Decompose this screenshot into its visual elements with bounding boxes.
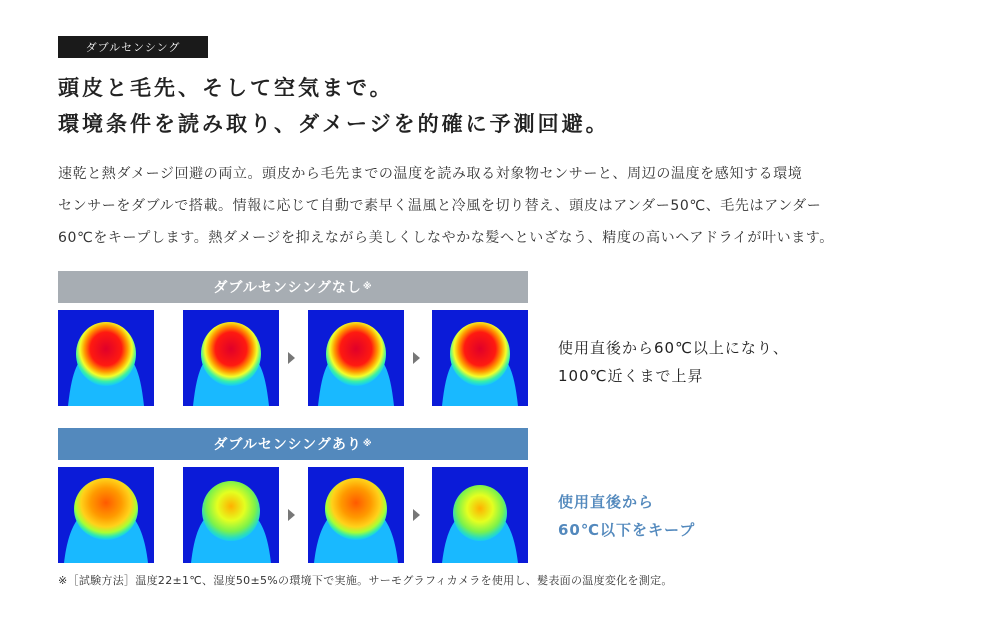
- thermal-image-without-4: [432, 310, 528, 406]
- headline-line-2: 環境条件を読み取り、ダメージを的確に予測回避。: [58, 112, 610, 136]
- description-line-2: センサーをダブルで搭載。情報に応じて自動で素早く温風と冷風を切り替え、頭皮はアンダー50℃、毛先はアンダー: [58, 198, 822, 214]
- without-sensing-result: [558, 334, 789, 390]
- thermal-image-with-2: [183, 467, 279, 563]
- without-sensing-mark: ※: [362, 282, 373, 292]
- arrow-right-icon: [413, 352, 420, 364]
- thermal-image-without-2: [183, 310, 279, 406]
- without-result-line-2: 100℃近くまで上昇: [558, 367, 704, 385]
- description: [58, 158, 948, 254]
- with-sensing-images: [58, 467, 528, 563]
- headline-line-1: 頭皮と毛先、そして空気まで。: [58, 76, 394, 100]
- thermal-image-with-1: [58, 467, 154, 563]
- without-sensing-label: ダブルセンシングなし: [213, 280, 362, 296]
- with-sensing-mark: ※: [362, 439, 373, 449]
- description-line-3: 60℃をキープします。熱ダメージを抑えながら美しくしなやかな髪へといざなう、精度の高いヘアドライが叶います。: [58, 230, 834, 246]
- without-sensing-images: [58, 310, 528, 406]
- thermal-image-without-3: [308, 310, 404, 406]
- with-sensing-result: [558, 488, 695, 544]
- arrow-right-icon: [288, 509, 295, 521]
- arrow-right-icon: [413, 509, 420, 521]
- headline: [58, 70, 610, 142]
- with-sensing-label: ダブルセンシングあり: [213, 437, 362, 453]
- without-result-line-1: 使用直後から60℃以上になり、: [558, 339, 789, 357]
- thermal-image-with-3: [308, 467, 404, 563]
- arrow-right-icon: [288, 352, 295, 364]
- thermal-image-with-4: [432, 467, 528, 563]
- with-result-line-1: 使用直後から: [558, 493, 655, 511]
- section-tag: ダブルセンシング: [58, 36, 208, 58]
- description-line-1: 速乾と熱ダメージ回避の両立。頭皮から毛先までの温度を読み取る対象物センサーと、周辺の温度を感知する環境: [58, 166, 803, 182]
- test-method-note: ※［試験方法］温度22±1℃、湿度50±5%の環境下で実施。サーモグラフィカメラを使用し、髪表面の温度変化を測定。: [58, 574, 673, 587]
- without-sensing-bar: [58, 271, 528, 303]
- with-sensing-bar: [58, 428, 528, 460]
- with-result-line-2: 60℃以下をキープ: [558, 521, 696, 539]
- thermal-image-without-1: [58, 310, 154, 406]
